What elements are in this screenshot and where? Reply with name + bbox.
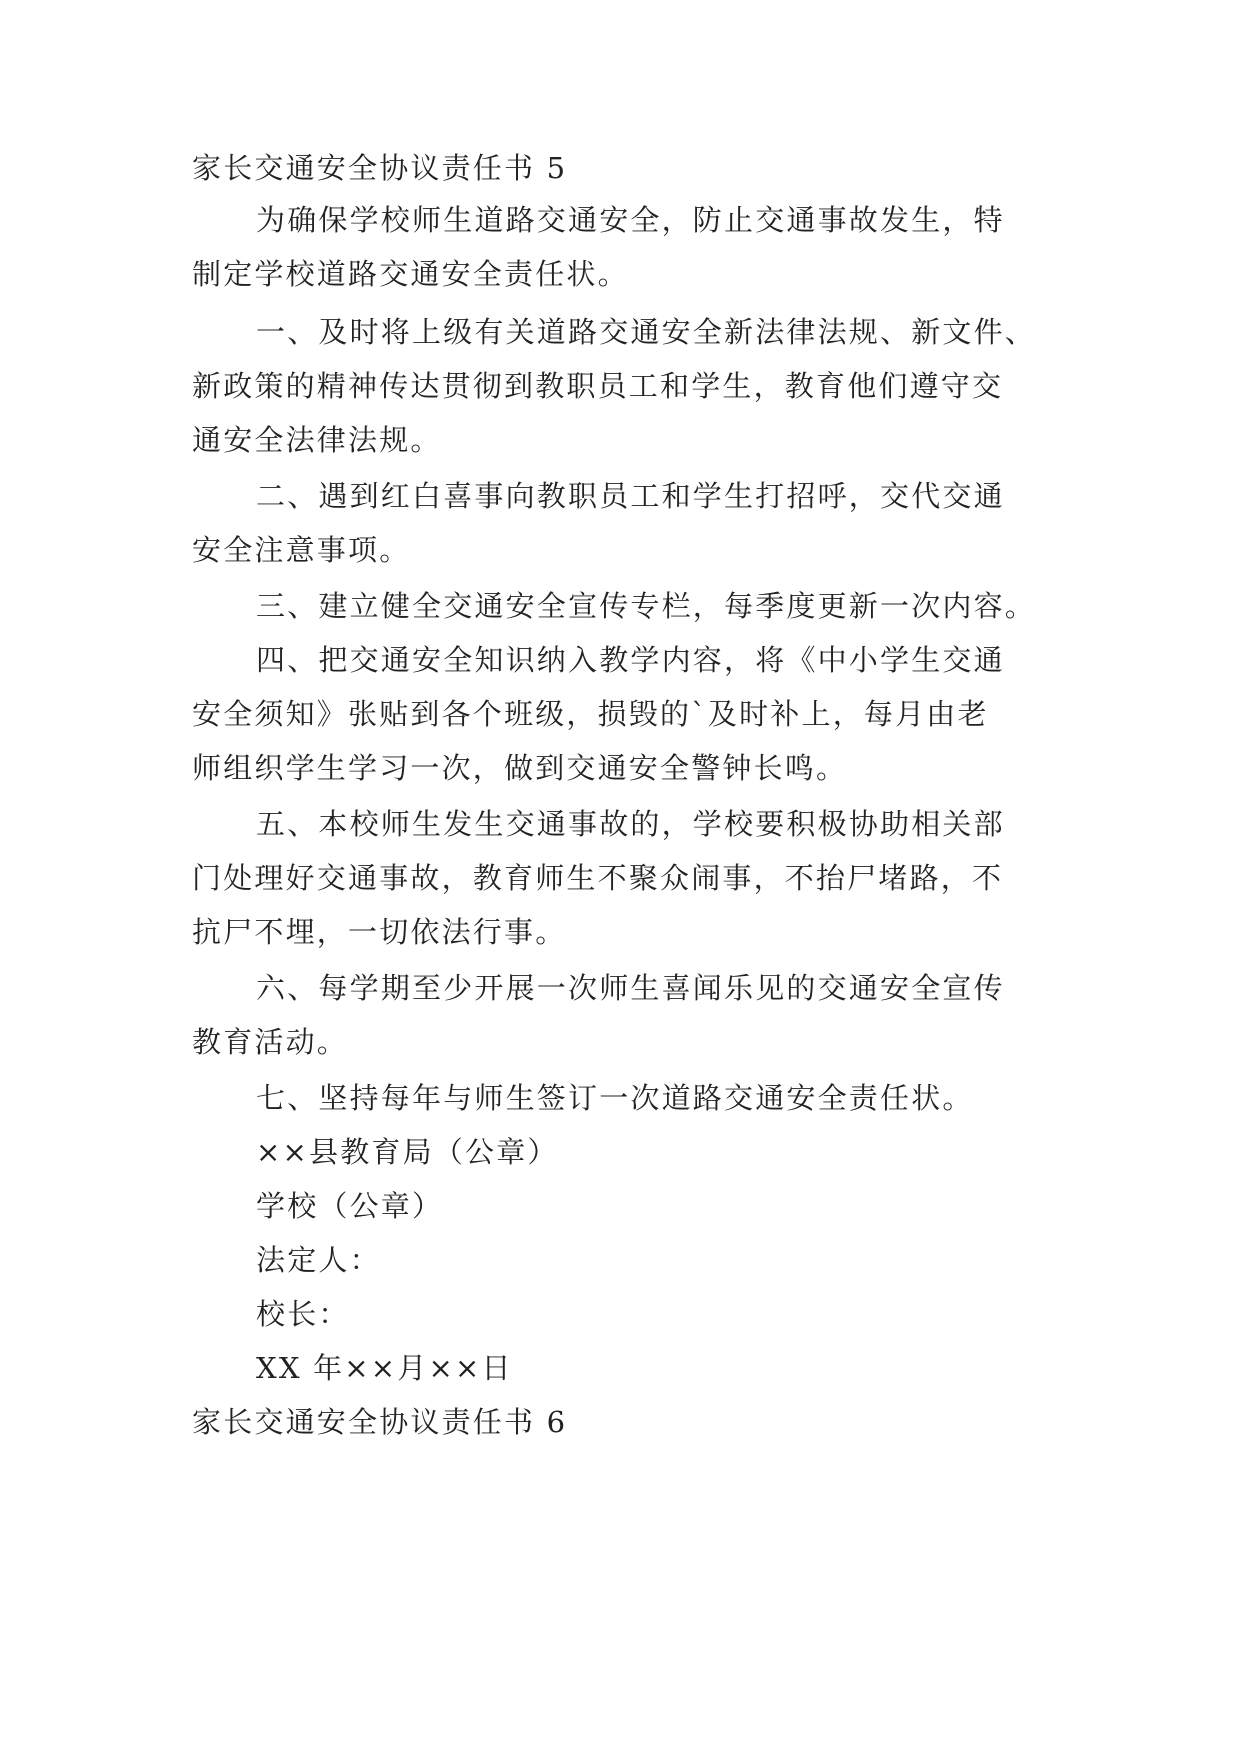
paragraph-line: 安全注意事项。 [192, 533, 411, 567]
signature-line: 学校（公章） [256, 1189, 444, 1223]
paragraph-line: 新政策的精神传达贯彻到教职员工和学生，教育他们遵守交 [192, 369, 1004, 403]
paragraph-line: 四、把交通安全知识纳入教学内容，将《中小学生交通 [256, 643, 1005, 677]
paragraph-line: 三、建立健全交通安全宣传专栏，每季度更新一次内容。 [256, 589, 1037, 623]
paragraph-line: 安全须知》张贴到各个班级，损毁的`及时补上，每月由老 [192, 697, 989, 731]
signature-line: 校长： [256, 1297, 350, 1331]
paragraph-line: 教育活动。 [192, 1025, 349, 1059]
signature-line: ××县教育局（公章） [256, 1135, 559, 1169]
section-heading: 家长交通安全协议责任书 6 [192, 1405, 568, 1439]
paragraph-line: 五、本校师生发生交通事故的，学校要积极协助相关部 [256, 807, 1005, 841]
section-heading: 家长交通安全协议责任书 5 [192, 151, 568, 185]
paragraph-line: 师组织学生学习一次，做到交通安全警钟长鸣。 [192, 751, 848, 785]
paragraph-line: 七、坚持每年与师生签订一次道路交通安全责任状。 [256, 1081, 974, 1115]
paragraph-line: 一、及时将上级有关道路交通安全新法律法规、新文件、 [256, 315, 1037, 349]
date-line: XX 年××月××日 [256, 1351, 513, 1385]
paragraph-line: 二、遇到红白喜事向教职员工和学生打招呼，交代交通 [256, 479, 1005, 513]
paragraph-line: 抗尸不埋，一切依法行事。 [192, 915, 567, 949]
paragraph-line: 制定学校道路交通安全责任状。 [192, 257, 629, 291]
paragraph-line: 六、每学期至少开展一次师生喜闻乐见的交通安全宣传 [256, 971, 1005, 1005]
signature-line: 法定人： [256, 1243, 381, 1277]
paragraph-line: 通安全法律法规。 [192, 423, 442, 457]
paragraph-line: 门处理好交通事故，教育师生不聚众闹事，不抬尸堵路，不 [192, 861, 1004, 895]
paragraph-line: 为确保学校师生道路交通安全，防止交通事故发生，特 [256, 203, 1005, 237]
